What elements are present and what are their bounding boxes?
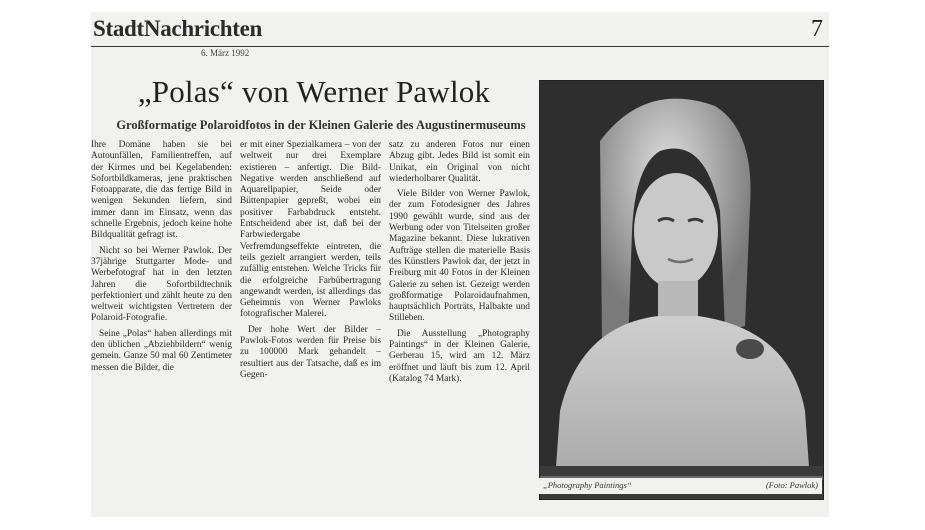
paragraph: er mit einer Spezialkamera – von der weltweit nur drei Exemplare existieren – anfertigt. Die Bild-Negative werden anschließend auf Aquarellpapier, Seide oder Büttenpapier gepreßt, wobei ein positiver Farbabdruck entsteht. Entscheidend aber ist, daß bei der Farbwiedergabe Verfremdungseffekte eintreten, die teils gezielt arrangiert werden, teils zufällig entstehen. Welche Tricks für die erfolgreiche Farbübertragung angewandt werden, ist allerdings das Geheimnis von Werner Pawloks fotografischer Malerei. <box>240 140 381 320</box>
article-column-2 <box>240 140 381 380</box>
paragraph: Viele Bilder von Werner Pawlok, der zum Fotodesigner des Jahres 1990 gewählt wurde, sind aus der Werbung oder von Titelseiten großer Magazine bekannt. Diese lukrativen Aufträge stellen die materielle Basis des Künstlers Pawlok dar, der jetzt in Freiburg mit 40 Fotos in der Kleinen Galerie zu sehen ist. Gezeigt werden großformatige Polaroidaufnahmen, hauptsächlich Porträts, Halbakte und Stilleben. <box>389 189 530 324</box>
article-body <box>91 140 531 384</box>
masthead <box>91 16 829 47</box>
article <box>91 74 531 384</box>
paragraph: satz zu anderen Fotos nur einen Abzug gibt. Jedes Bild ist somit ein Unikat, ein Original von nicht wiederholbarer Qualität. <box>389 140 530 184</box>
paragraph: Die Ausstellung „Photography Paintings“ in der Kleinen Galerie, Gerberau 15, wird am 12. März eröffnet und läuft bis zum 12. April (Katalog 74 Mark). <box>389 328 530 384</box>
dateline: 6. März 1992 <box>201 48 250 58</box>
newspaper-clipping <box>91 12 829 517</box>
paragraph: Der hohe Wert der Bilder – Pawlok-Fotos werden für Preise bis zu 100000 Mark gehandelt – resultiert aus der Tatsache, daß es im Gegen- <box>240 324 381 380</box>
paragraph: Nicht so bei Werner Pawlok. Der 37jährige Stuttgarter Mode- und Werbefotograf hat in den letzten Jahren die Sofortbildtechnik perfektioniert und zählt heute zu den weltweit wichtigsten Vertretern der Polaroid-Fotografie. <box>91 245 232 324</box>
article-column-3 <box>389 140 530 384</box>
photo-credit: (Foto: Pawlok) <box>765 480 818 490</box>
subheadline: Großformatige Polaroidfotos in der Kleinen Galerie des Augustinermuseums <box>116 118 526 132</box>
article-column-1 <box>91 140 232 373</box>
page-number: 7 <box>811 16 823 42</box>
paragraph: Seine „Polas“ haben allerdings mit den üblichen „Abziehbildern“ wenig gemein. Ganze 50 mal 60 Zentimeter messen die Bilder, die <box>91 328 232 373</box>
photo-caption <box>539 478 822 494</box>
masthead-title: StadtNachrichten <box>93 16 262 41</box>
portrait-photo <box>539 80 824 500</box>
paragraph: Ihre Domäne haben sie bei Autounfällen, Familientreffen, auf der Kirmes und bei Kegelabenden: Sofortbildkameras, jene praktischen Fotoapparate, die das fertige Bild in wenigen Sekunden liefern, sind immer dann im Einsatz, wenn das schnelle Ergebnis, jedoch keine hohe Bildqualität gefragt ist. <box>91 140 232 241</box>
headline: „Polas“ von Werner Pawlok <box>137 74 491 109</box>
portrait-image <box>540 81 823 499</box>
photo-caption-title: „Photography Paintings“ <box>543 480 632 490</box>
